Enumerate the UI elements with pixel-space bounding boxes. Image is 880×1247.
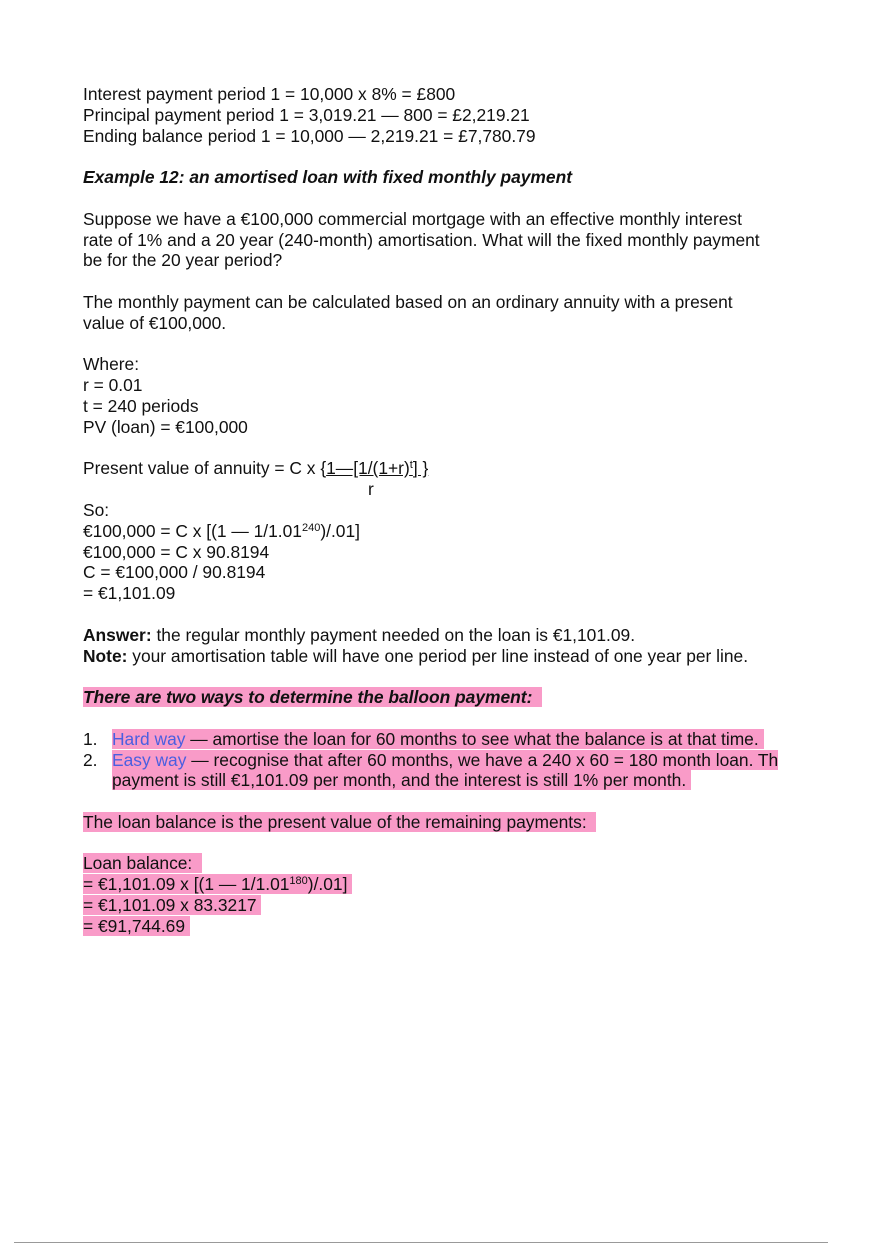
loan-balance-label: Loan balance: [83, 853, 193, 874]
list-item [83, 750, 843, 792]
calc-line1 [83, 521, 843, 542]
rate-value: r = 0.01 [83, 375, 143, 396]
answer-line [83, 625, 843, 646]
lb1-b: )/.01] [307, 874, 348, 895]
note-text: your amortisation table will have one period per line instead of one year per line. [127, 645, 749, 666]
calc1-exponent: 240 [301, 521, 321, 534]
annuity-formula [83, 458, 843, 479]
loan-balance-calc2 [83, 895, 843, 916]
loan-balance-label-line [83, 853, 843, 874]
balance-intro-line [83, 812, 843, 833]
formula-numerator [326, 458, 428, 478]
list-item-body [112, 729, 843, 750]
calc1-b: )/.01] [320, 520, 360, 541]
balance-intro: The loan balance is the present value of the remaining payments: [83, 811, 587, 832]
loan-balance-calc1 [83, 874, 843, 895]
para1-line1: Suppose we have a €100,000 commercial mortgage with an effective monthly interest [83, 208, 742, 229]
balloon-heading-line [83, 687, 843, 708]
easy-way-text-2: payment is still €1,101.09 per month, and the interest is still 1% per month. [112, 770, 687, 791]
para1-line2: rate of 1% and a 20 year (240-month) amortisation. What will the fixed monthly payment [83, 229, 760, 250]
calc-line4: = €1,101.09 [83, 583, 176, 604]
interest-line: Interest payment period 1 = 10,000 x 8% = £800 [83, 84, 456, 104]
answer-text: the regular monthly payment needed on the loan is €1,101.09. [151, 624, 636, 645]
where-label: Where: [83, 354, 140, 375]
note-line [83, 646, 843, 667]
formula-prefix: Present value of annuity = C x { [83, 458, 327, 479]
example-heading: Example 12: an amortised loan with fixed monthly payment [83, 167, 572, 188]
hard-way-text: — amortise the loan for 60 months to see what the balance is at that time. [185, 728, 759, 749]
list-item-number: 2. [83, 749, 98, 770]
pv-value: PV (loan) = €100,000 [83, 416, 248, 437]
list-item-number: 1. [83, 728, 98, 749]
lb2: = €1,101.09 x 83.3217 [83, 895, 257, 916]
footer-divider [14, 1242, 828, 1243]
formula-numerator-b: ] } [412, 458, 429, 479]
para2-line2: value of €100,000. [83, 312, 227, 333]
lb1-exponent: 180 [289, 875, 308, 888]
formula-exponent: t [409, 459, 413, 472]
periods-value: t = 240 periods [83, 395, 199, 416]
lb1-a: = €1,101.09 x [(1 — 1/1.01 [83, 874, 290, 895]
lb3: = €91,744.69 [83, 915, 186, 936]
para2-line1: The monthly payment can be calculated based on an ordinary annuity with a present [83, 291, 733, 312]
para1-line3: be for the 20 year period? [83, 250, 283, 271]
list-item [83, 729, 843, 750]
calc-line2: €100,000 = C x 90.8194 [83, 541, 270, 562]
formula-numerator-a: 1—[1/(1+r) [326, 458, 410, 479]
loan-balance-calc3 [83, 916, 843, 937]
easy-way-label: Easy way [112, 749, 187, 770]
calc1-a: €100,000 = C x [(1 — 1/1.01 [83, 520, 302, 541]
formula-denominator: r [368, 479, 374, 500]
list-item-body [112, 750, 843, 792]
calc-line3: C = €100,000 / 90.8194 [83, 562, 266, 583]
principal-line: Principal payment period 1 = 3,019.21 — 800 = £2,219.21 [83, 104, 530, 125]
ending-balance-line: Ending balance period 1 = 10,000 — 2,219.21 = £7,780.79 [83, 125, 536, 146]
so-label: So: [83, 499, 110, 520]
balloon-heading: There are two ways to determine the balloon payment: [83, 687, 533, 708]
balloon-methods-list [83, 729, 843, 791]
document-page [83, 84, 843, 937]
note-label: Note: [83, 645, 128, 666]
easy-way-text: — recognise that after 60 months, we have a 240 x 60 = 180 month loan. Th [186, 749, 779, 770]
hard-way-label: Hard way [112, 728, 186, 749]
answer-label: Answer: [83, 624, 152, 645]
